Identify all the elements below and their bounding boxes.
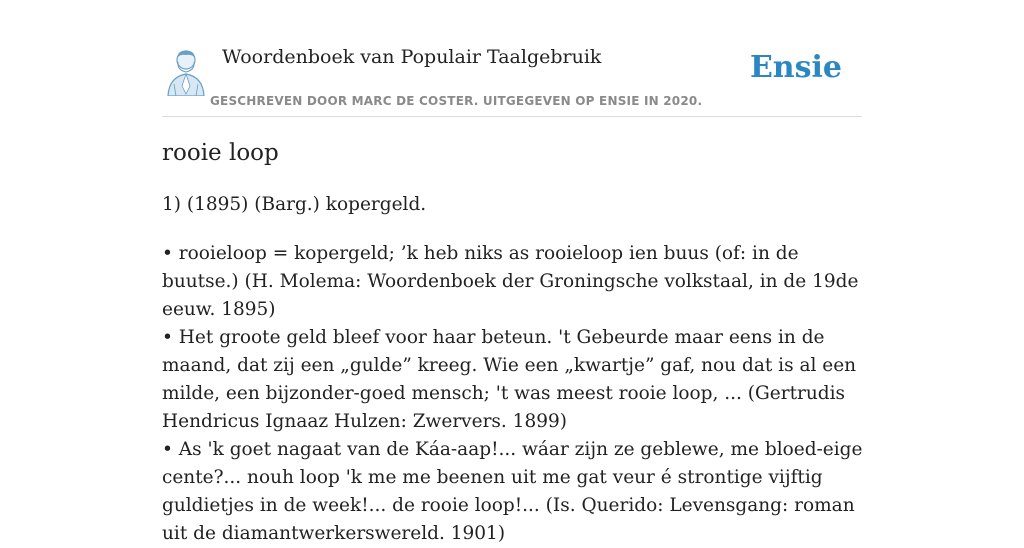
quote-item: • rooieloop = kopergeld; ’k heb niks as rooieloop ien buus (of: in de buutse.) (H. Molema: Woordenboek der Groningsche volkstaal, in de 19de eeuw. 1895) xyxy=(162,243,859,320)
quote-list xyxy=(162,240,867,548)
entry-definition: 1) (1895) (Barg.) kopergeld. xyxy=(162,194,427,215)
book-title[interactable]: Woordenboek van Populair Taalgebruik xyxy=(222,46,602,68)
book-header xyxy=(162,0,862,117)
author-portrait-icon xyxy=(164,46,208,96)
byline: GESCHREVEN DOOR MARC DE COSTER. UITGEGEVEN OP ENSIE IN 2020. xyxy=(210,94,703,108)
quote-item: • Het groote geld bleef voor haar beteun. 't Gebeurde maar eens in de maand, dat zij een „gulde” kreeg. Wie een „kwartje” gaf, nou dat is al een milde, een bijzonder-goed mensch; 't was meest rooie loop, ... (Gertrudis Hendricus Ignaaz Hulzen: Zwervers. 1899) xyxy=(162,327,857,432)
page-content xyxy=(162,0,863,544)
entry-term: rooie loop xyxy=(162,140,279,166)
quote-item: • As 'k goet nagaat van de Káa-aap!... wáar zijn ze geblewe, me bloed-eige cente?... nouh loop 'k me me beenen uit me gat veur é strontige vijftig guldietjes in de week!... de rooie loop!... (Is. Querido: Levensgang: roman uit de diamantwerkerswereld. 1901) xyxy=(162,439,863,544)
ensie-logo-link[interactable]: Ensie xyxy=(749,50,842,85)
